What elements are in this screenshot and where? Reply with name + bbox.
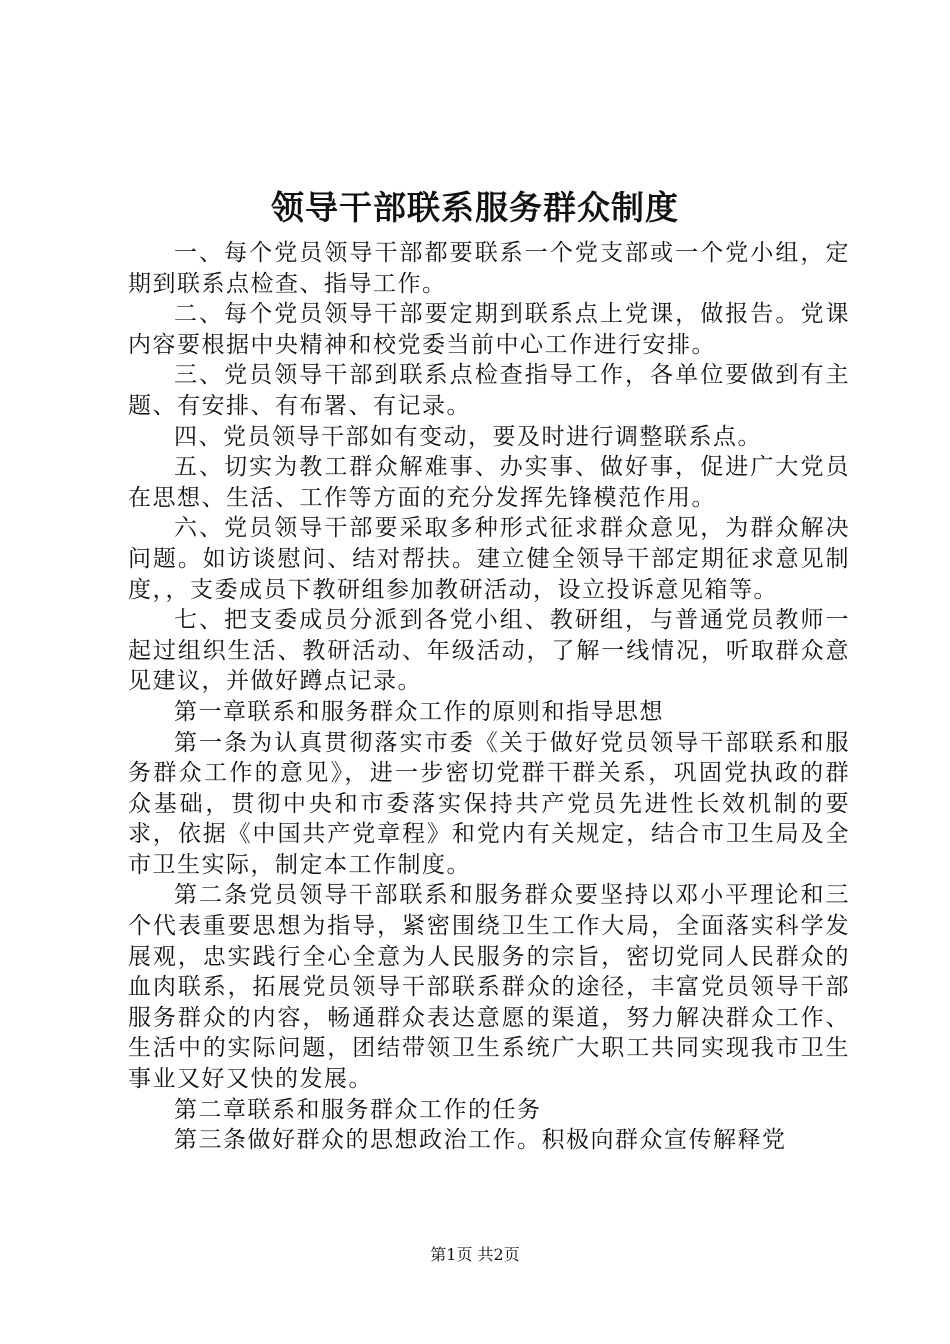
paragraph: 五、切实为教工群众解难事、办实事、做好事，促进广大党员在思想、生活、工作等方面的充分发挥先锋模范作用。 bbox=[128, 454, 850, 511]
article-paragraph: 第一条为认真贯彻落实市委《关于做好党员领导干部联系和服务群众工作的意见》，进一步密切党群干群关系，巩固党执政的群众基础，贯彻中央和市委落实保持共产党员先进性长效机制的要求，依据《中国共产党章程》和党内有关规定，结合市卫生局及全市卫生实际，制定本工作制度。 bbox=[128, 729, 850, 878]
chapter-heading: 第二章联系和服务群众工作的任务 bbox=[174, 1096, 542, 1123]
page-indicator: 第1页 共2页 bbox=[430, 1245, 520, 1264]
paragraph: 七、把支委成员分派到各党小组、教研组，与普通党员教师一起过组织生活、教研活动、年级活动，了解一线情况，听取群众意见建议，并做好蹲点记录。 bbox=[128, 607, 850, 695]
paragraph: 三、党员领导干部到联系点检查指导工作，各单位要做到有主题、有安排、有布署、有记录。 bbox=[128, 362, 850, 419]
paragraph: 二、每个党员领导干部要定期到联系点上党课，做报告。党课内容要根据中央精神和校党委当前中心工作进行安排。 bbox=[128, 301, 850, 358]
paragraph: 四、党员领导干部如有变动，要及时进行调整联系点。 bbox=[174, 423, 762, 450]
document-body bbox=[128, 238, 850, 1156]
paragraph: 六、党员领导干部要采取多种形式征求群众意见，为群众解决问题。如访谈慰问、结对帮扶。建立健全领导干部定期征求意见制度，，支委成员下教研组参加教研活动，设立投诉意见箱等。 bbox=[128, 515, 850, 603]
page-footer bbox=[0, 1244, 950, 1266]
document-title: 领导干部联系服务群众制度 bbox=[271, 188, 679, 227]
chapter-heading: 第一章联系和服务群众工作的原则和指导思想 bbox=[174, 698, 664, 725]
article-paragraph: 第三条做好群众的思想政治工作。积极向群众宣传解释党 bbox=[174, 1127, 787, 1154]
article-paragraph: 第二条党员领导干部联系和服务群众要坚持以邓小平理论和三个代表重要思想为指导，紧密围绕卫生工作大局，全面落实科学发展观，忠实践行全心全意为人民服务的宗旨，密切党同人民群众的血肉联系，拓展党员领导干部联系群众的途径，丰富党员领导干部服务群众的内容，畅通群众表达意愿的渠道，努力解决群众工作、生活中的实际问题，团结带领卫生系统广大职工共同实现我市卫生事业又好又快的发展。 bbox=[128, 882, 850, 1093]
paragraph: 一、每个党员领导干部都要联系一个党支部或一个党小组，定期到联系点检查、指导工作。 bbox=[128, 240, 850, 297]
